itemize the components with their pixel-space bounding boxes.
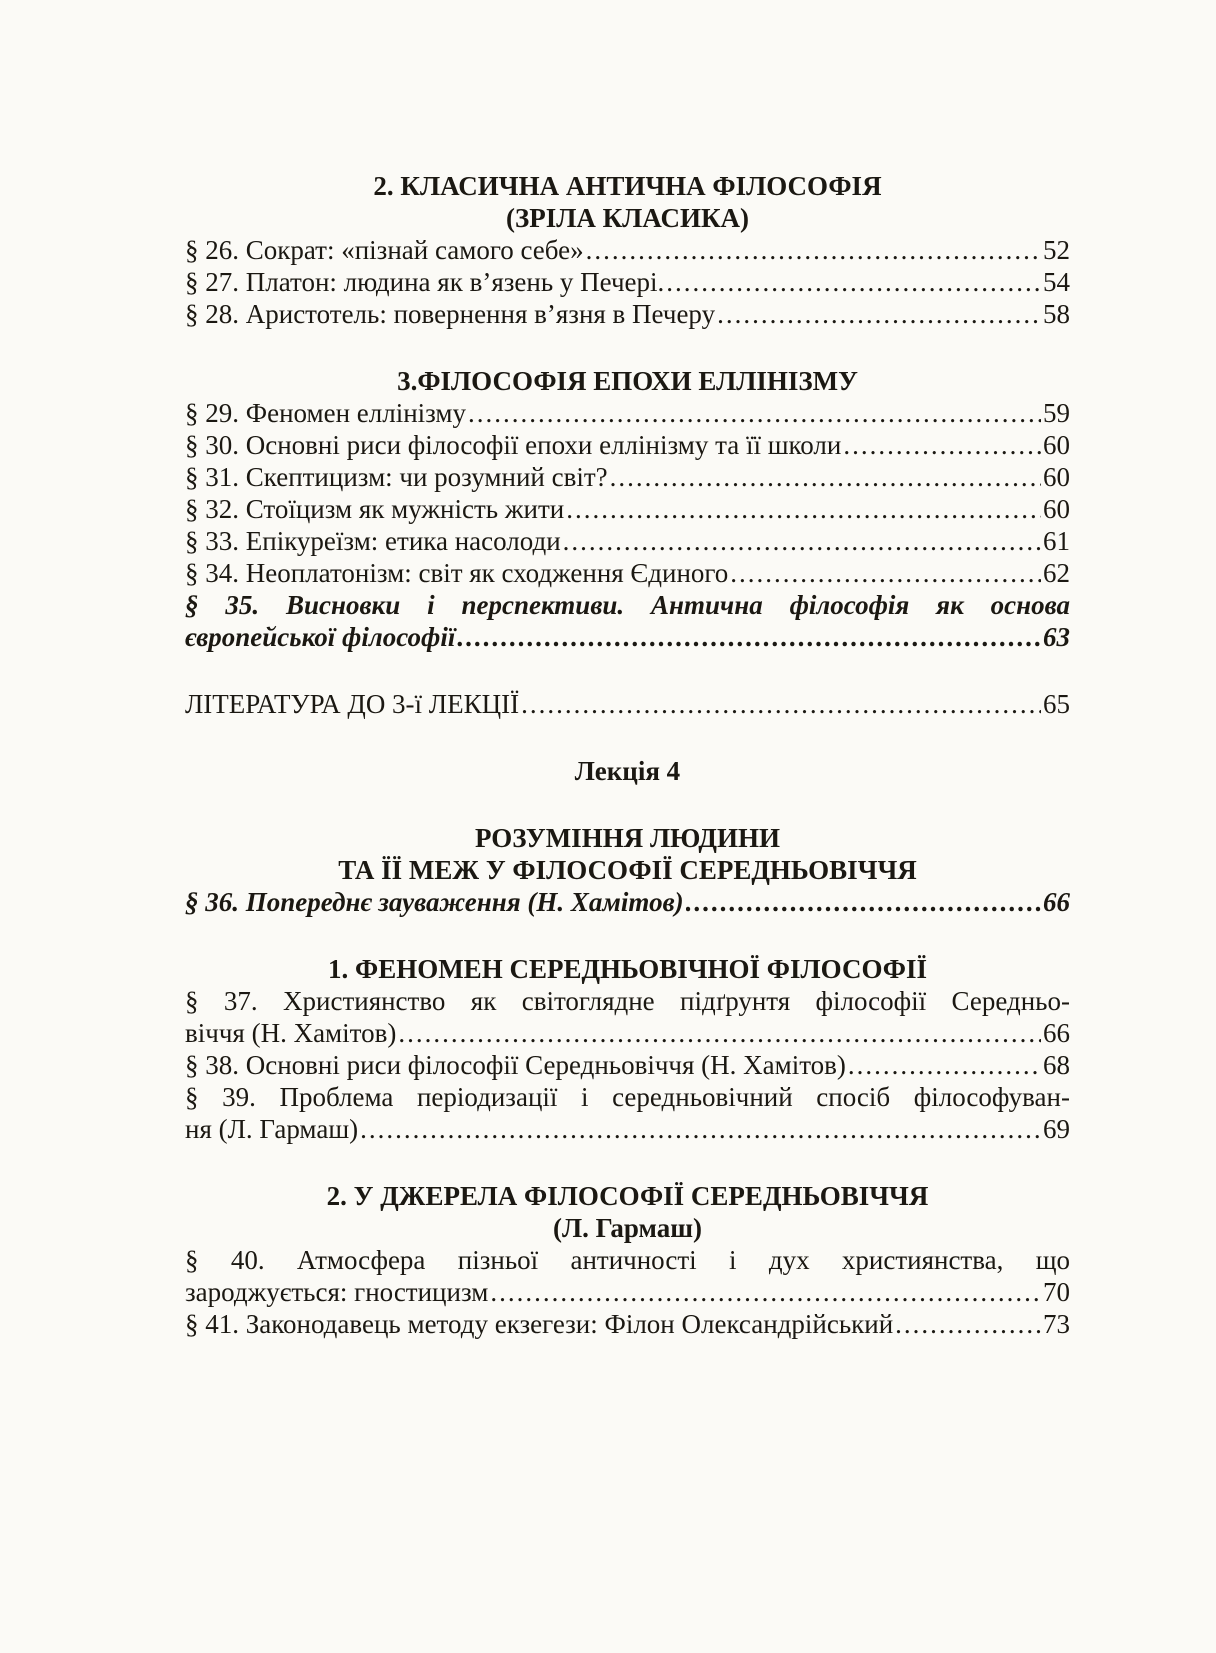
page-number: 73	[1043, 1309, 1070, 1339]
toc-entry-label: § 27. Платон: людина як в’язень у Печері.	[185, 267, 665, 297]
toc-entry-line2	[185, 1276, 1070, 1308]
toc-entry-multiline	[185, 985, 1070, 1049]
toc-entry-line1: § 39. Проблема періодизації і середньовічний спосіб філософуван-	[185, 1082, 1070, 1112]
table-of-contents	[185, 170, 1070, 1340]
toc-entry-line1: § 35. Висновки і перспективи. Антична філософія як основа	[185, 590, 1070, 620]
toc-entry-label: § 31. Скептицизм: чи розумний світ?	[185, 462, 608, 492]
toc-entry-line2	[185, 1113, 1070, 1145]
dot-leader	[566, 493, 1041, 525]
toc-entry-label: § 34. Неоплатонізм: світ як сходження Єдиного	[185, 558, 729, 588]
page-number: 58	[1043, 299, 1070, 329]
dot-leader	[586, 234, 1041, 266]
toc-entry-label: § 32. Стоїцизм як мужність жити	[185, 494, 565, 524]
toc-entry-tail: європейської філософії	[185, 622, 456, 652]
page-number: 61	[1043, 526, 1070, 556]
dot-leader	[843, 429, 1041, 461]
page-number: 54	[1043, 267, 1070, 297]
toc-entry	[185, 1308, 1070, 1340]
section-heading-line: (ЗРІЛА КЛАСИКА)	[505, 203, 750, 233]
toc-entry	[185, 397, 1070, 429]
page-number: 69	[1043, 1114, 1070, 1144]
toc-entry	[185, 493, 1070, 525]
toc-entry	[185, 429, 1070, 461]
section-heading-line: 1. ФЕНОМЕН СЕРЕДНЬОВІЧНОЇ ФІЛОСОФІЇ	[328, 954, 927, 984]
toc-entry-multiline	[185, 1081, 1070, 1145]
page-number: 66	[1043, 887, 1070, 917]
toc-entry	[185, 461, 1070, 493]
toc-entry-multiline	[185, 1244, 1070, 1308]
section-heading-line: (Л. Гармаш)	[552, 1213, 702, 1243]
toc-entry-label: § 30. Основні риси філософії епохи еллінізму та її школи	[185, 430, 842, 460]
dot-leader	[563, 525, 1041, 557]
toc-entry	[185, 886, 1070, 918]
toc-entry-tail: зароджується: гностицизм	[185, 1277, 489, 1307]
page-number: 60	[1043, 494, 1070, 524]
toc-entry-tail: ня (Л. Гармаш)	[185, 1114, 359, 1144]
dot-leader	[521, 688, 1041, 720]
page-number: 60	[1043, 430, 1070, 460]
page-number: 60	[1043, 462, 1070, 492]
toc-entry-label: § 38. Основні риси філософії Середньовіччя (Н. Хамітов)	[185, 1050, 846, 1080]
toc-entry-tail: віччя (Н. Хамітов)	[185, 1018, 397, 1048]
dot-leader	[490, 1276, 1041, 1308]
toc-entry-label: § 29. Феномен еллінізму	[185, 398, 467, 428]
section-heading-line: 2. КЛАСИЧНА АНТИЧНА ФІЛОСОФІЯ	[373, 171, 882, 201]
page-number: 70	[1043, 1277, 1070, 1307]
toc-entry-multiline	[185, 589, 1070, 653]
dot-leader	[468, 397, 1041, 429]
toc-entry-label: § 26. Сократ: «пізнай самого себе»	[185, 235, 584, 265]
page-number: 65	[1043, 689, 1070, 719]
section-heading-line: 3.ФІЛОСОФІЯ ЕПОХИ ЕЛЛІНІЗМУ	[397, 366, 858, 396]
toc-entry	[185, 525, 1070, 557]
toc-entry	[185, 234, 1070, 266]
section-heading-line: 2. У ДЖЕРЕЛА ФІЛОСОФІЇ СЕРЕДНЬОВІЧЧЯ	[326, 1181, 929, 1211]
dot-leader	[717, 298, 1041, 330]
toc-entry-label: ЛІТЕРАТУРА ДО 3-ї ЛЕКЦІЇ	[185, 689, 520, 719]
toc-entry-label: § 36. Попереднє зауваження (Н. Хамітов)	[185, 887, 684, 917]
section-heading	[185, 822, 1070, 886]
dot-leader	[730, 557, 1041, 589]
toc-entry	[185, 298, 1070, 330]
toc-entry	[185, 688, 1070, 720]
toc-entry	[185, 266, 1070, 298]
toc-entry-line1: § 40. Атмосфера пізньої античності і дух християнства, що	[185, 1245, 1070, 1275]
toc-entry-line1: § 37. Християнство як світоглядне підґрунтя філософії Середньо-	[185, 986, 1070, 1016]
page-number: 59	[1043, 398, 1070, 428]
toc-entry-label: § 33. Епікуреїзм: етика насолоди	[185, 526, 561, 556]
section-heading-line: РОЗУМІННЯ ЛЮДИНИ	[474, 823, 781, 853]
section-heading-line: Лекція 4	[574, 756, 681, 786]
dot-leader	[895, 1308, 1041, 1340]
toc-entry	[185, 1049, 1070, 1081]
section-heading	[185, 365, 1070, 397]
section-heading	[185, 953, 1070, 985]
toc-entry-label: § 28. Аристотель: повернення в’язня в Печеру	[185, 299, 716, 329]
section-heading	[185, 755, 1070, 787]
dot-leader	[666, 266, 1041, 298]
toc-entry-line2	[185, 621, 1070, 653]
dot-leader	[398, 1017, 1041, 1049]
dot-leader	[457, 621, 1041, 653]
page-number: 66	[1043, 1018, 1070, 1048]
page-number: 62	[1043, 558, 1070, 588]
dot-leader	[360, 1113, 1041, 1145]
dot-leader	[686, 886, 1041, 918]
dot-leader	[610, 461, 1041, 493]
section-heading-line: ТА ЇЇ МЕЖ У ФІЛОСОФІЇ СЕРЕДНЬОВІЧЧЯ	[338, 855, 917, 885]
section-heading	[185, 1180, 1070, 1244]
page-number: 68	[1043, 1050, 1070, 1080]
page-number: 63	[1043, 622, 1070, 652]
page-number: 52	[1043, 235, 1070, 265]
section-heading	[185, 170, 1070, 234]
toc-entry-line2	[185, 1017, 1070, 1049]
toc-entry-label: § 41. Законодавець методу екзегези: Філон Олександрійський	[185, 1309, 894, 1339]
dot-leader	[848, 1049, 1041, 1081]
toc-entry	[185, 557, 1070, 589]
